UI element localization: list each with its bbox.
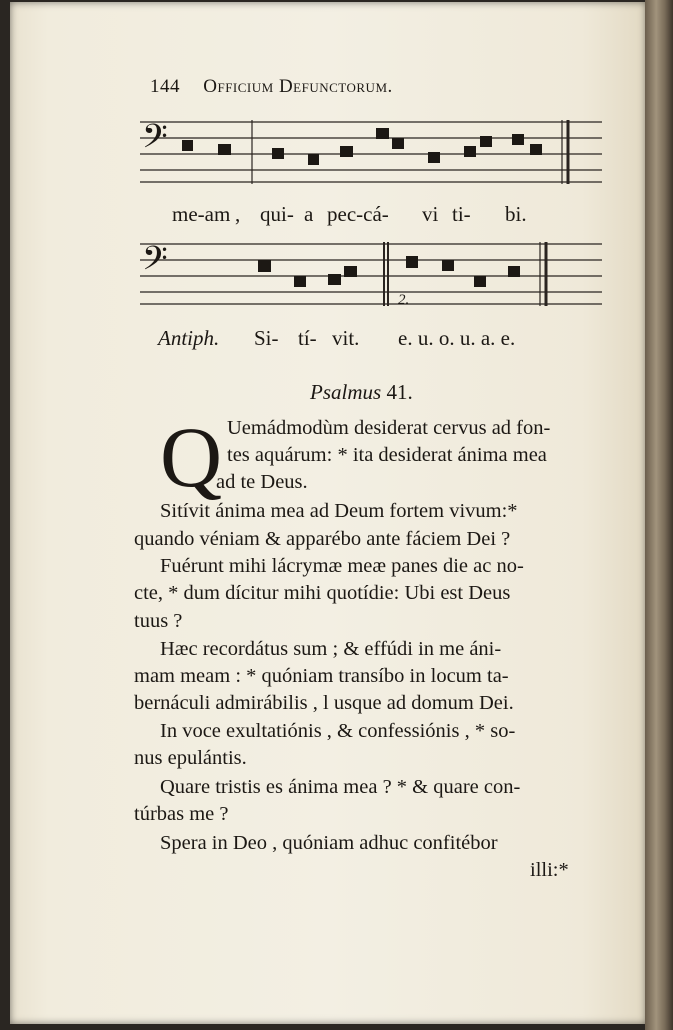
lyric-vi: vi: [422, 202, 439, 226]
page-number: 144: [150, 76, 180, 97]
lyric-a: a: [304, 202, 314, 226]
clef-icon: 𝄢: [142, 118, 168, 164]
verse-4-line-2: mam meam : * quóniam transíbo in locum ta-: [134, 665, 509, 687]
running-title: Officium Defunctorum.: [203, 76, 393, 97]
clef-icon: 𝄢: [142, 240, 168, 286]
verse-5-line-1: In voce exultatiónis , & confessiónis , * so-: [160, 720, 516, 742]
verse-6-line-2: túrbas me ?: [134, 803, 229, 825]
lyric-me-am: me-am: [172, 202, 231, 226]
psalm-title-word: Psalmus: [310, 380, 382, 404]
dropcap: Q: [160, 409, 223, 505]
lyric-si: Si-: [254, 326, 279, 350]
verse-1-line-1: Uemádmodùm desiderat cervus ad fon-: [227, 417, 551, 439]
verse-1-line-2: tes aquárum: * ita desiderat ánima mea: [227, 444, 547, 466]
verse-3-line-2: cte, * dum dícitur mihi quotídie: Ubi est Deus: [134, 582, 511, 604]
verse-2-line-2: quando véniam & apparébo ante fáciem Dei ?: [134, 528, 511, 550]
lyric-ti: ti-: [452, 202, 471, 226]
lyric-ti2: tí-: [298, 326, 317, 350]
lyric-bi: bi.: [505, 202, 527, 226]
verse-7-line-2: illi:*: [530, 859, 569, 881]
verse-2-line-1: Sitívit ánima mea ad Deum fortem vivum:*: [160, 500, 518, 522]
verse-1-line-3: ad te Deus.: [216, 471, 308, 493]
music-staff-2: [140, 232, 602, 314]
lyric-pec-ca: pec-cá-: [327, 202, 389, 226]
verse-6-line-1: Quare tristis es ánima mea ? * & quare con-: [160, 776, 521, 798]
psalm-title: [310, 380, 413, 405]
mode-number: 2.: [398, 292, 410, 308]
verse-4-line-3: bernáculi admirábilis , l usque ad domum Dei.: [134, 692, 514, 714]
page-edge: [645, 0, 673, 1030]
lyric-qui: qui-: [260, 202, 294, 226]
verse-4-line-1: Hæc recordátus sum ; & effúdi in me áni-: [160, 638, 502, 660]
lyric-evovae: e. u. o. u. a. e.: [398, 326, 516, 350]
antiphon-label: Antiph.: [158, 326, 220, 350]
verse-7-line-1: Spera in Deo , quóniam adhuc confitébor: [160, 832, 498, 854]
verse-5-line-2: nus epulántis.: [134, 747, 247, 769]
music-staff-1: [140, 110, 602, 192]
verse-3-line-1: Fuérunt mihi lácrymæ meæ panes die ac no-: [160, 555, 524, 577]
lyric-comma: ,: [235, 202, 241, 226]
verse-3-line-3: tuus ?: [134, 610, 183, 632]
page-header: [150, 76, 393, 98]
psalm-number: 41.: [386, 380, 413, 404]
lyric-vit: vit.: [332, 326, 360, 350]
